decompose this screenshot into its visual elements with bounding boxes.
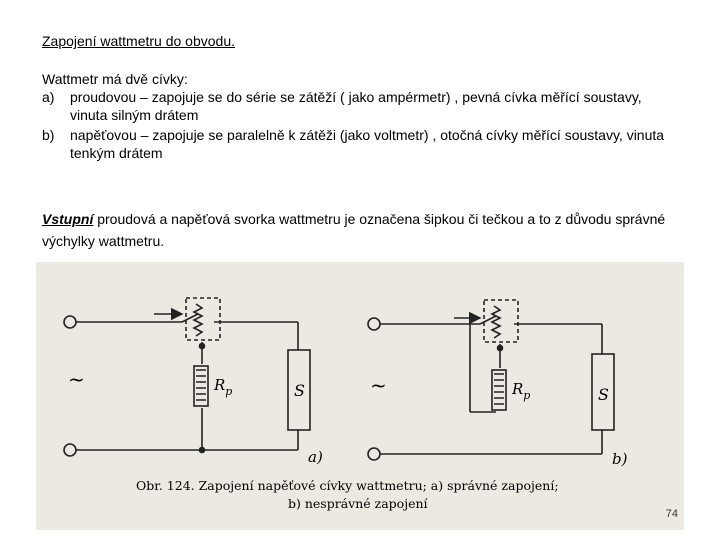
list-marker: b) (42, 127, 55, 143)
page-number: 74 (665, 508, 678, 520)
list-item (42, 88, 682, 124)
circuit-diagram (36, 262, 684, 530)
slide-title: Zapojení wattmetru do obvodu. (42, 33, 236, 49)
paragraph-text: proudová a napěťová svorka wattmetru je označena šipkou či tečkou a to z důvodu správné výchylky wattmetru. (42, 211, 666, 249)
figure-label-a: a) (308, 448, 323, 466)
intro-text: Wattmetr má dvě cívky: (42, 71, 188, 87)
resistor-label-b (511, 380, 530, 402)
load-label-a: S (294, 381, 305, 400)
load-label-b: S (598, 385, 609, 404)
paragraph-lead: Vstupní (42, 211, 94, 227)
list-item-text: napěťovou – zapojuje se paralelně k zátěži (jako voltmetr) , otočná cívky měřící soustavy, vinuta tenkým drátem (70, 127, 665, 161)
figure-label-b: b) (612, 450, 628, 468)
resistor-r: R (512, 380, 524, 398)
circuit-b (368, 300, 614, 460)
resistor-sub: p (523, 389, 531, 402)
list-item-text: proudovou – zapojuje se do série se zátěží ( jako ampérmetr) , pevná cívka měřící soustavy, vinuta silným drátem (70, 89, 642, 123)
figure-caption-line1: Obr. 124. Zapojení napěťové cívky wattmetru; a) správné zapojení; (136, 478, 559, 493)
source-symbol-a: ~ (68, 367, 85, 391)
list-item (42, 126, 682, 162)
coil-list (42, 88, 682, 164)
source-symbol-b: ~ (370, 373, 387, 397)
resistor-sub: p (225, 385, 233, 398)
figure-caption-line2: b) nesprávné zapojení (288, 496, 428, 511)
list-marker: a) (42, 89, 55, 105)
terminal-paragraph (42, 208, 682, 252)
circuit-figure (36, 262, 684, 530)
resistor-label-a (213, 376, 232, 398)
resistor-r: R (214, 376, 226, 394)
circuit-a (64, 298, 310, 456)
